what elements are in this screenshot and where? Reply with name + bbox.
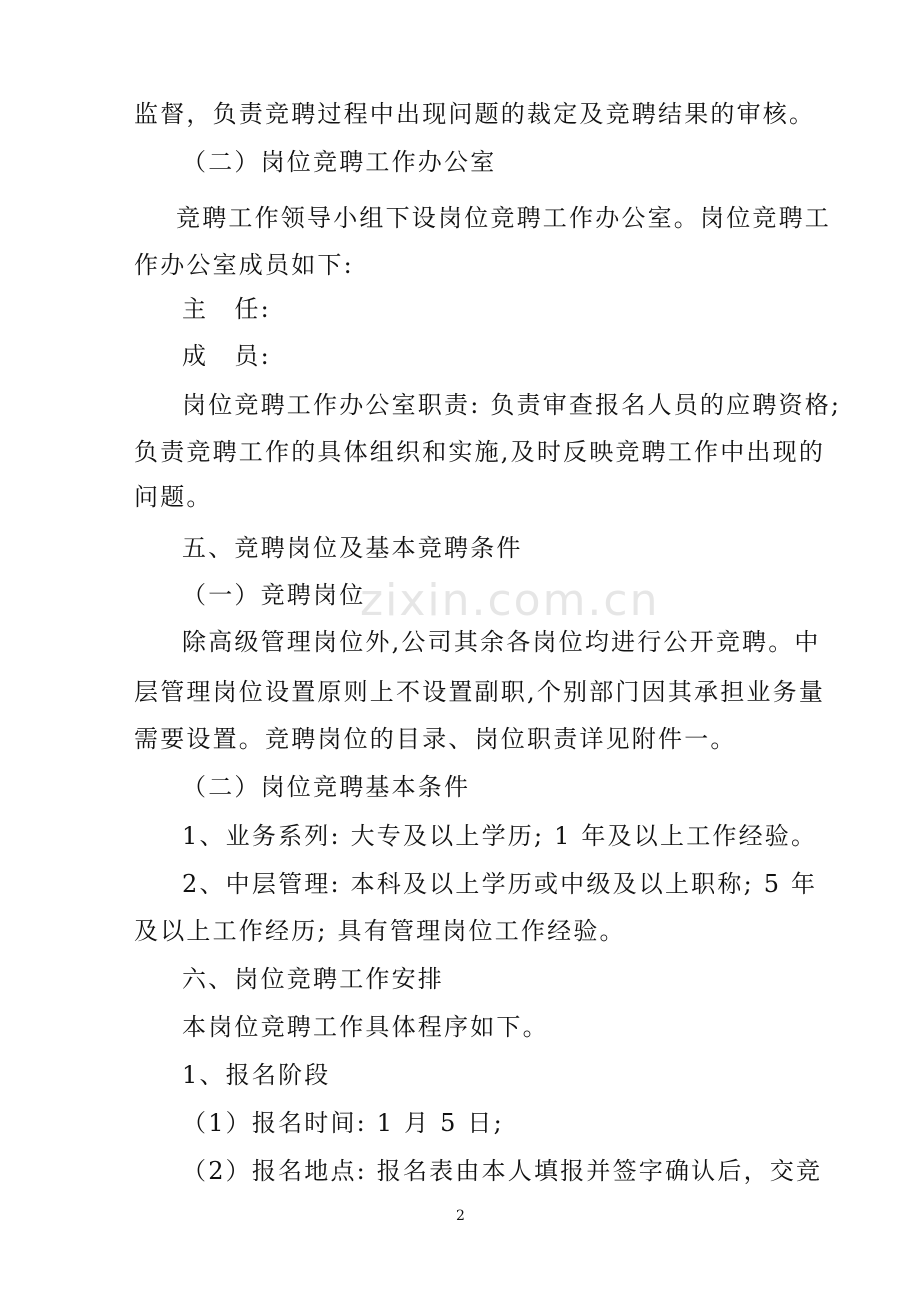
heading-section-6: 六、岗位竞聘工作安排 xyxy=(182,965,444,993)
text-line-3: 竞聘工作领导小组下设岗位竞聘工作办公室。岗位竞聘工 xyxy=(176,204,831,232)
text-line-4: 作办公室成员如下: xyxy=(134,251,354,279)
watermark: zixin.com.cn xyxy=(360,575,660,626)
text-line-1: 监督，负责竞聘过程中出现问题的裁定及竞聘结果的审核。 xyxy=(134,100,816,128)
subheading-conditions: （二）岗位竞聘基本条件 xyxy=(182,773,471,801)
text-line-22: （1）报名时间: 1 月 5 日; xyxy=(182,1109,504,1137)
text-line-13: 层管理岗位设置原则上不设置副职,个别部门因其承担业务量 xyxy=(134,678,826,706)
page-number: 2 xyxy=(456,1208,465,1224)
subheading-positions: （一）竞聘岗位 xyxy=(182,581,366,609)
subheading-registration: 1、报名阶段 xyxy=(182,1061,331,1089)
text-line-18: 及以上工作经历; 具有管理岗位工作经验。 xyxy=(134,917,626,945)
text-line-14: 需要设置。竞聘岗位的目录、岗位职责详见附件一。 xyxy=(134,725,737,753)
director-label: 主 任: xyxy=(182,295,271,323)
members-label: 成 员: xyxy=(182,342,271,370)
heading-section-5: 五、竞聘岗位及基本竞聘条件 xyxy=(182,534,523,562)
text-line-7: 岗位竞聘工作办公室职责: 负责审查报名人员的应聘资格; xyxy=(182,391,842,419)
text-line-23: （2）报名地点: 报名表由本人填报并签字确认后，交竞 xyxy=(182,1157,823,1185)
subheading-office: （二）岗位竞聘工作办公室 xyxy=(182,148,497,176)
text-line-9: 问题。 xyxy=(134,483,213,511)
text-line-12: 除高级管理岗位外,公司其余各岗位均进行公开竞聘。中 xyxy=(182,628,821,656)
text-line-17: 2、中层管理: 本科及以上学历或中级及以上职称; 5 年 xyxy=(182,870,818,898)
text-line-20: 本岗位竞聘工作具体程序如下。 xyxy=(182,1013,549,1041)
text-line-8: 负责竞聘工作的具体组织和实施,及时反映竞聘工作中出现的 xyxy=(134,438,826,466)
text-line-16: 1、业务系列: 大专及以上学历; 1 年及以上工作经验。 xyxy=(182,822,818,850)
